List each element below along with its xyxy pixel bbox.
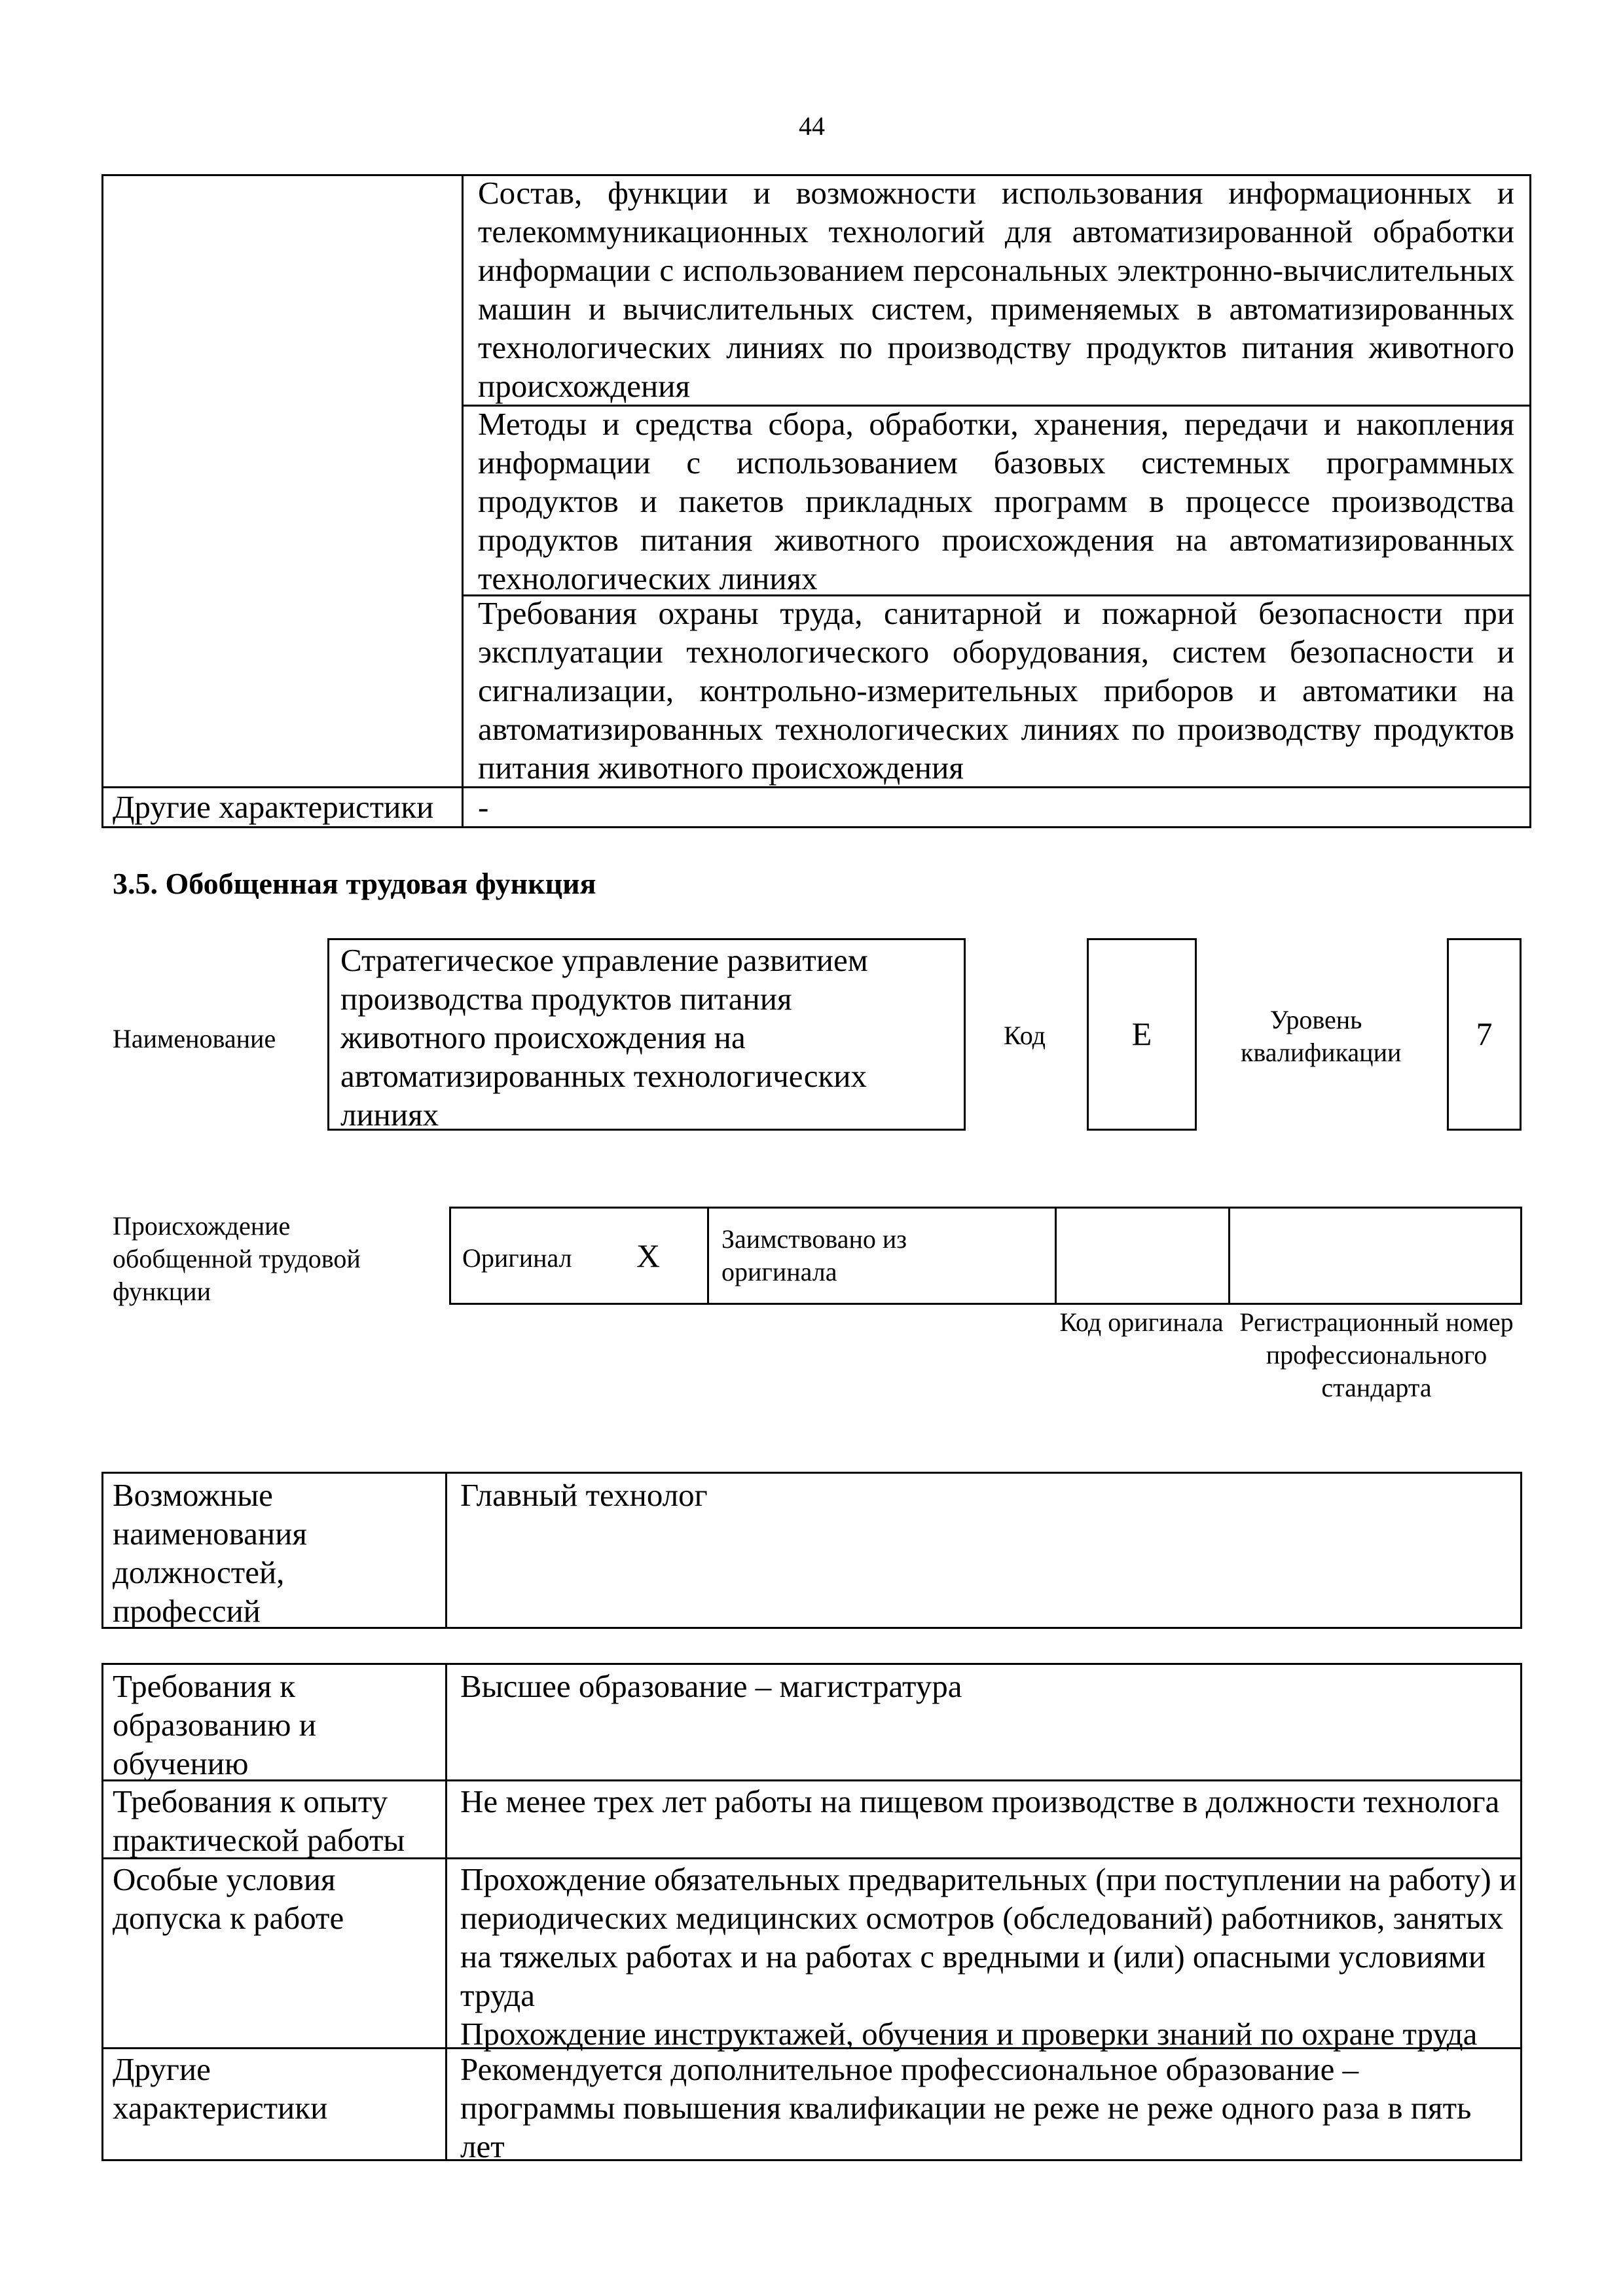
table-column-divider <box>462 174 464 828</box>
knowledge-item: Требования охраны труда, санитарной и пожарной безопасности при эксплуатации технологического оборудования, систем безопасности и сигнализации, контрольно-измерительных приборов и автоматики на автоматизированных технологических линиях по производству продуктов питания животного происхождения <box>478 595 1514 786</box>
experience-label: Требования к опыту практической работы <box>113 1783 405 1858</box>
knowledge-item: Состав, функции и возможности использования информационных и телекоммуникационных технологий для автоматизированной обработки информации с использованием персональных электронно-вычислительных машин и вычислительных систем, применяемых в автоматизированных технологических линиях по производству продуктов питания животного происхождения <box>478 175 1514 404</box>
level-value: 7 <box>1476 1015 1493 1052</box>
table-border-left <box>101 174 103 828</box>
education-value: Высшее образование – магистратура <box>460 1668 962 1704</box>
table-border-right <box>1529 174 1531 828</box>
admission-label: Особые условия допуска к работе <box>113 1861 344 1936</box>
other-label: Другие характеристики <box>113 2051 328 2126</box>
original-label: Оригинал <box>462 1243 572 1273</box>
other-characteristics-value: - <box>478 789 489 825</box>
positions-divider <box>445 1472 447 1629</box>
level-label: Уровень квалификации <box>1241 1005 1402 1067</box>
positions-label: Возможные наименования должностей, профессий <box>113 1477 307 1629</box>
origin-table <box>449 1207 1522 1305</box>
code-value: E <box>1131 1015 1152 1052</box>
section-heading: 3.5. Обобщенная трудовая функция <box>113 867 596 900</box>
table-border-bottom <box>101 826 1531 828</box>
education-label: Требования к образованию и обучению <box>113 1668 317 1781</box>
admission-value-line: Прохождение инструктажей, обучения и проверки знаний по охране труда <box>460 2016 1478 2052</box>
origin-divider <box>707 1207 709 1305</box>
caption-registration-number: Регистрационный номер профессионального стандарта <box>1239 1307 1514 1402</box>
code-label: Код <box>1004 1021 1046 1050</box>
name-label: Наименование <box>113 1024 276 1053</box>
origin-divider <box>1055 1207 1057 1305</box>
caption-original-code: Код оригинала <box>1059 1307 1224 1337</box>
positions-value: Главный технолог <box>460 1477 708 1513</box>
admission-value <box>460 1860 1520 2053</box>
other-value: Рекомендуется дополнительное профессиональное образование – программы повышения квалификации не реже не реже одного раза в пять лет <box>460 2051 1472 2164</box>
knowledge-item: Методы и средства сбора, обработки, хранения, передачи и накопления информации с использованием базовых системных программных продуктов и пакетов прикладных программ в процессе производства продуктов питания животного происхождения на автоматизированных технологических линиях <box>478 406 1514 596</box>
page-number: 44 <box>799 111 825 141</box>
admission-value-line: Прохождение обязательных предварительных (при поступлении на работу) и периодических медицинских осмотров (обследований) работников, занятых на тяжелых работах и на работах с вредными и (или) опасными условиями труда <box>460 1861 1517 2013</box>
other-characteristics-label: Другие характеристики <box>113 789 434 825</box>
borrowed-label: Заимствовано из оригинала <box>721 1224 907 1286</box>
requirements-divider <box>445 1663 447 2161</box>
origin-label: Происхождение обобщенной трудовой функции <box>113 1211 361 1306</box>
experience-value: Не менее трех лет работы на пищевом производстве в должности технолога <box>460 1783 1500 1819</box>
name-value: Стратегическое управление развитием производства продуктов питания животного происхождения на автоматизированных технологических линиях <box>340 942 868 1133</box>
original-mark: X <box>636 1237 661 1274</box>
origin-divider <box>1228 1207 1230 1305</box>
